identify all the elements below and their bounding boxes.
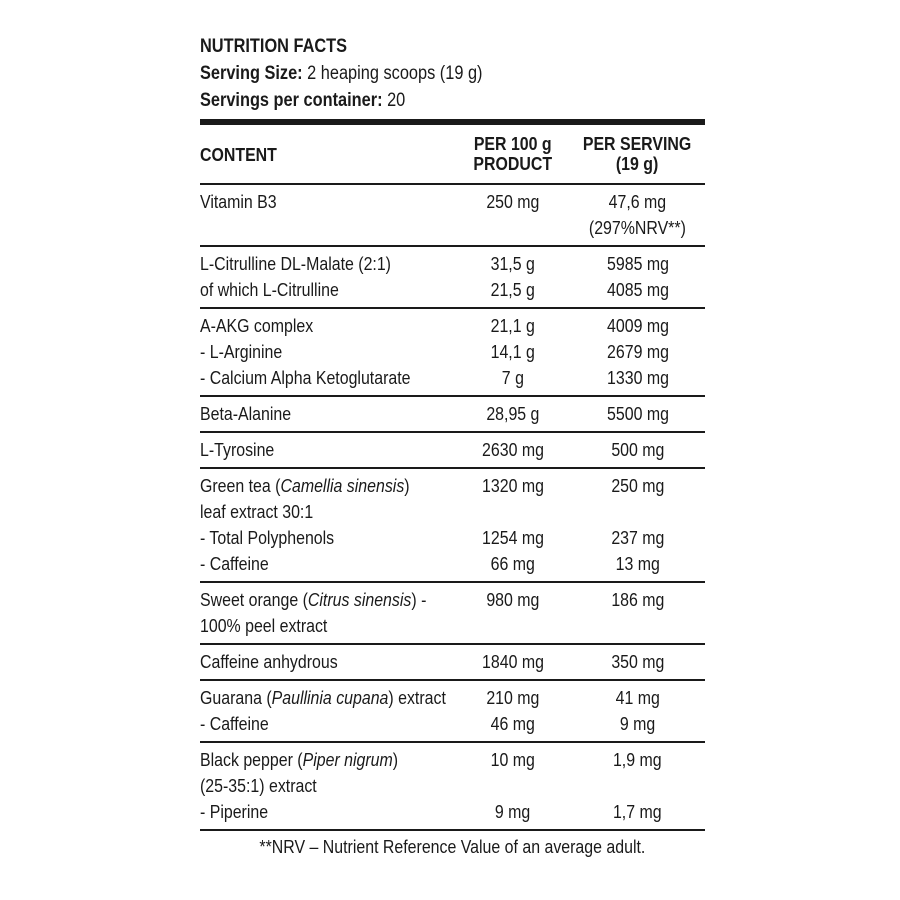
table-group bbox=[200, 309, 705, 395]
table-group bbox=[200, 681, 705, 741]
per100-value: 66 mg bbox=[490, 553, 535, 574]
table-row bbox=[200, 525, 705, 551]
ingredient-name: Sweet orange (Citrus sinensis) - bbox=[200, 589, 427, 610]
table-row bbox=[200, 799, 705, 825]
ingredient-name: 100% peel extract bbox=[200, 615, 328, 636]
ingredient-name: - L-Arginine bbox=[200, 341, 283, 362]
table-row bbox=[200, 499, 705, 525]
ingredient-name: L-Tyrosine bbox=[200, 439, 275, 460]
table-row bbox=[200, 711, 705, 737]
perserving-value: 1,9 mg bbox=[613, 749, 662, 770]
perserving-value: 350 mg bbox=[610, 651, 665, 672]
table-row bbox=[200, 649, 705, 675]
ingredient-name: Green tea (Camellia sinensis) bbox=[200, 475, 410, 496]
page-title: NUTRITION FACTS bbox=[200, 36, 348, 57]
ingredient-name: L-Citrulline DL-Malate (2:1) bbox=[200, 253, 391, 274]
ingredient-name: of which L-Citrulline bbox=[200, 279, 339, 300]
table-row bbox=[200, 365, 705, 391]
column-header-perserving: PER SERVING (19 g) bbox=[583, 133, 692, 174]
per100-value bbox=[455, 613, 570, 639]
table-group bbox=[200, 743, 705, 829]
table-row bbox=[200, 587, 705, 613]
table-row bbox=[200, 339, 705, 365]
perserving-value: 13 mg bbox=[615, 553, 660, 574]
column-header-content: CONTENT bbox=[200, 144, 277, 165]
table-row bbox=[200, 313, 705, 339]
ingredient-name: - Calcium Alpha Ketoglutarate bbox=[200, 367, 411, 388]
per100-value: 1320 mg bbox=[481, 475, 544, 496]
per100-value: 31,5 g bbox=[490, 253, 535, 274]
ingredient-name: A-AKG complex bbox=[200, 315, 314, 336]
perserving-value: 500 mg bbox=[610, 439, 665, 460]
ingredient-name: leaf extract 30:1 bbox=[200, 501, 314, 522]
table-group bbox=[200, 247, 705, 307]
perserving-value: 237 mg bbox=[610, 527, 665, 548]
per100-value: 1840 mg bbox=[481, 651, 544, 672]
ingredient-name: Beta-Alanine bbox=[200, 403, 292, 424]
perserving-value: 4009 mg bbox=[606, 315, 669, 336]
table-row bbox=[200, 613, 705, 639]
per100-value: 980 mg bbox=[485, 589, 540, 610]
table-row bbox=[200, 277, 705, 303]
perserving-value: 41 mg bbox=[615, 687, 660, 708]
perserving-value: 4085 mg bbox=[606, 279, 669, 300]
table-row bbox=[200, 437, 705, 463]
perserving-value bbox=[570, 773, 705, 799]
per100-value: 7 g bbox=[501, 367, 524, 388]
servings-label: Servings per container: bbox=[200, 90, 383, 111]
table-group bbox=[200, 645, 705, 679]
row-divider bbox=[200, 829, 705, 831]
ingredient-name: - Caffeine bbox=[200, 553, 269, 574]
table-group bbox=[200, 583, 705, 643]
table-body bbox=[200, 185, 705, 831]
servings-per-container-line bbox=[200, 87, 634, 114]
footnote: **NRV – Nutrient Reference Value of an average adult. bbox=[259, 836, 646, 857]
serving-size-label: Serving Size: bbox=[200, 63, 303, 84]
per100-value: 46 mg bbox=[490, 713, 535, 734]
per100-value: 2630 mg bbox=[481, 439, 544, 460]
table-group bbox=[200, 397, 705, 431]
ingredient-name: - Total Polyphenols bbox=[200, 527, 335, 548]
table-header bbox=[200, 125, 705, 183]
nutrition-facts-panel bbox=[200, 33, 705, 859]
perserving-value: 1,7 mg bbox=[613, 801, 662, 822]
per100-value bbox=[455, 773, 570, 799]
table-row bbox=[200, 473, 705, 499]
servings-value: 20 bbox=[387, 90, 406, 111]
table-row bbox=[200, 773, 705, 799]
ingredient-name: - Caffeine bbox=[200, 713, 269, 734]
perserving-value: 1330 mg bbox=[606, 367, 669, 388]
ingredient-name: Black pepper (Piper nigrum) bbox=[200, 749, 399, 770]
per100-value: 9 mg bbox=[494, 801, 531, 822]
perserving-value: 2679 mg bbox=[606, 341, 669, 362]
ingredient-name: Caffeine anhydrous bbox=[200, 651, 338, 672]
perserving-value: 5500 mg bbox=[606, 403, 669, 424]
nrv-note: (297%NRV**) bbox=[589, 217, 686, 238]
perserving-value: 5985 mg bbox=[606, 253, 669, 274]
table-group bbox=[200, 185, 705, 245]
perserving-value: 9 mg bbox=[619, 713, 656, 734]
table-group bbox=[200, 433, 705, 467]
table-row bbox=[200, 401, 705, 427]
per100-value: 21,5 g bbox=[490, 279, 535, 300]
serving-size-line bbox=[200, 60, 634, 87]
per100-value: 210 mg bbox=[485, 687, 540, 708]
perserving-value: 250 mg bbox=[610, 475, 665, 496]
per100-value: 14,1 g bbox=[490, 341, 535, 362]
column-header-per100: PER 100 g PRODUCT bbox=[473, 133, 552, 174]
ingredient-name: Vitamin B3 bbox=[200, 191, 277, 212]
table-row bbox=[200, 747, 705, 773]
table-row bbox=[200, 685, 705, 711]
table-row bbox=[200, 189, 705, 241]
perserving-value: 47,6 mg (297%NRV**) bbox=[589, 191, 686, 238]
per100-value bbox=[455, 499, 570, 525]
per100-value: 21,1 g bbox=[490, 315, 535, 336]
perserving-value: 186 mg bbox=[610, 589, 665, 610]
table-group bbox=[200, 469, 705, 581]
ingredient-name: (25-35:1) extract bbox=[200, 775, 317, 796]
serving-size-value: 2 heaping scoops (19 g) bbox=[307, 63, 483, 84]
ingredient-name: Guarana (Paullinia cupana) extract bbox=[200, 687, 446, 708]
perserving-value bbox=[570, 613, 705, 639]
per100-value: 250 mg bbox=[485, 191, 540, 212]
table-row bbox=[200, 251, 705, 277]
table-row bbox=[200, 551, 705, 577]
ingredient-name: - Piperine bbox=[200, 801, 269, 822]
perserving-value bbox=[570, 499, 705, 525]
per100-value: 28,95 g bbox=[485, 403, 540, 424]
per100-value: 1254 mg bbox=[481, 527, 544, 548]
per100-value: 10 mg bbox=[490, 749, 535, 770]
